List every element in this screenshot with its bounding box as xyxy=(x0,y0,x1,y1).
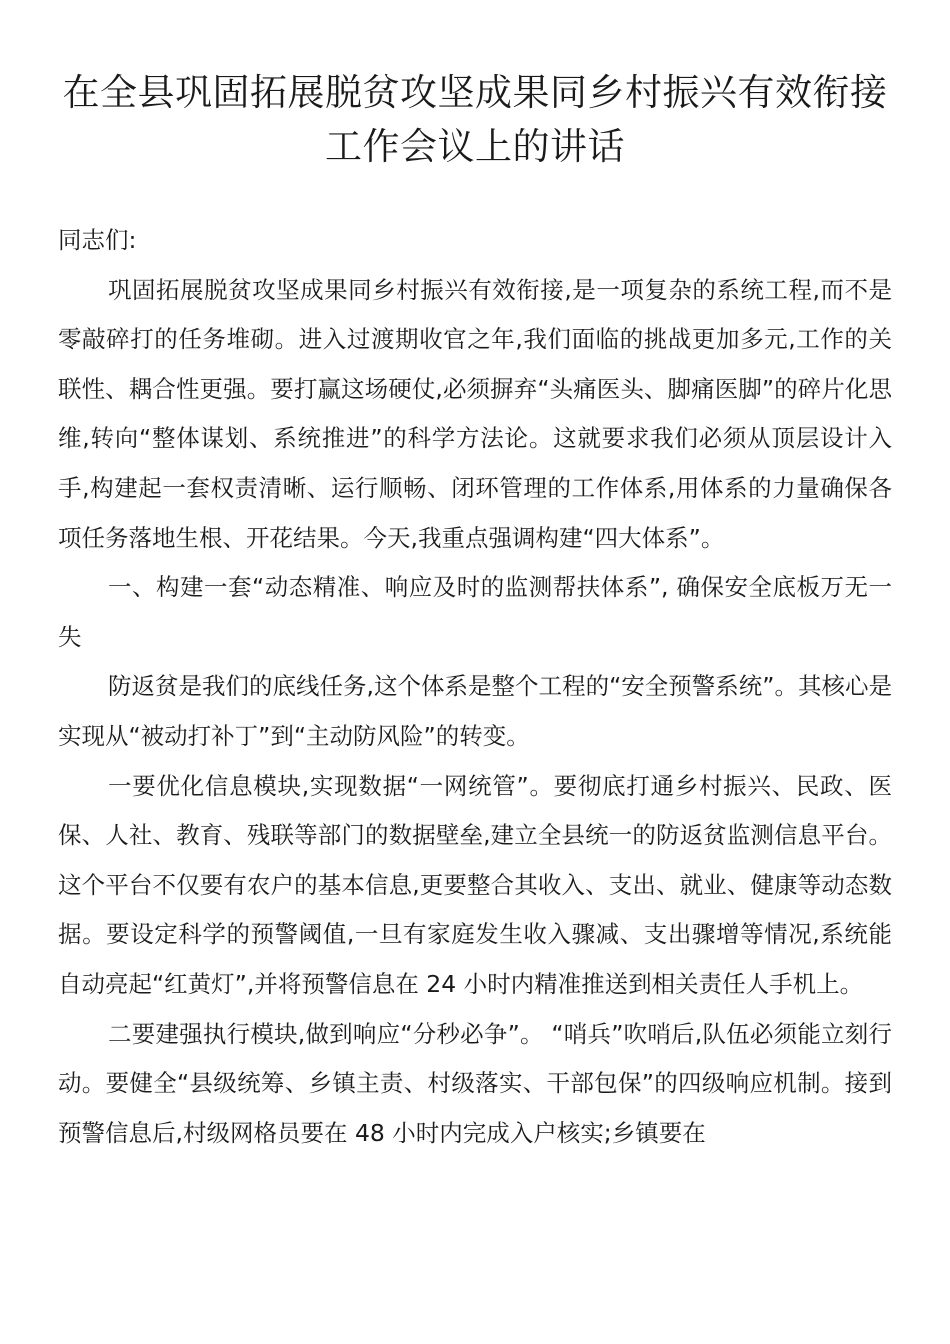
paragraph-point-1: 一要优化信息模块,实现数据“一网统管”。要彻底打通乡村振兴、民政、医保、人社、教育、残联等部门的数据壁垒,建立全县统一的防返贫监测信息平台。这个平台不仅要有农户的基本信息,更要整合其收入、支出、就业、健康等动态数据。要设定科学的预警阈值,一旦有家庭发生收入骤减、支出骤增等情况,系统能自动亮起“红黄灯”,并将预警信息在 24 小时内精准推送到相关责任人手机上。 xyxy=(58,771,892,998)
document-title: 在全县巩固拓展脱贫攻坚成果同乡村振兴有效衔接工作会议上的讲话 xyxy=(62,71,888,168)
salutation: 同志们: xyxy=(58,226,137,254)
document-body xyxy=(58,216,892,1158)
section-heading-1: 一、构建一套“动态精准、响应及时的监测帮扶体系”, 确保安全底板万无一失 xyxy=(58,573,892,651)
paragraph-intro: 巩固拓展脱贫攻坚成果同乡村振兴有效衔接,是一项复杂的系统工程,而不是零敲碎打的任务堆砌。进入过渡期收官之年,我们面临的挑战更加多元,工作的关联性、耦合性更强。要打赢这场硬仗,必须摒弃“头痛医头、脚痛医脚”的碎片化思维,转向“整体谋划、系统推进”的科学方法论。这就要求我们必须从顶层设计入手,构建起一套权责清晰、运行顺畅、闭环管理的工作体系,用体系的力量确保各项任务落地生根、开花结果。今天,我重点强调构建“四大体系”。 xyxy=(58,275,892,552)
paragraph-section-1-intro: 防返贫是我们的底线任务,这个体系是整个工程的“安全预警系统”。其核心是实现从“被动打补丁”到“主动防风险”的转变。 xyxy=(58,672,892,750)
paragraph-point-2: 二要建强执行模块,做到响应“分秒必争”。 “哨兵”吹哨后,队伍必须能立刻行动。要健全“县级统筹、乡镇主责、村级落实、干部包保”的四级响应机制。接到预警信息后,村级网格员要在 48 小时内完成入户核实;乡镇要在 xyxy=(58,1019,892,1147)
